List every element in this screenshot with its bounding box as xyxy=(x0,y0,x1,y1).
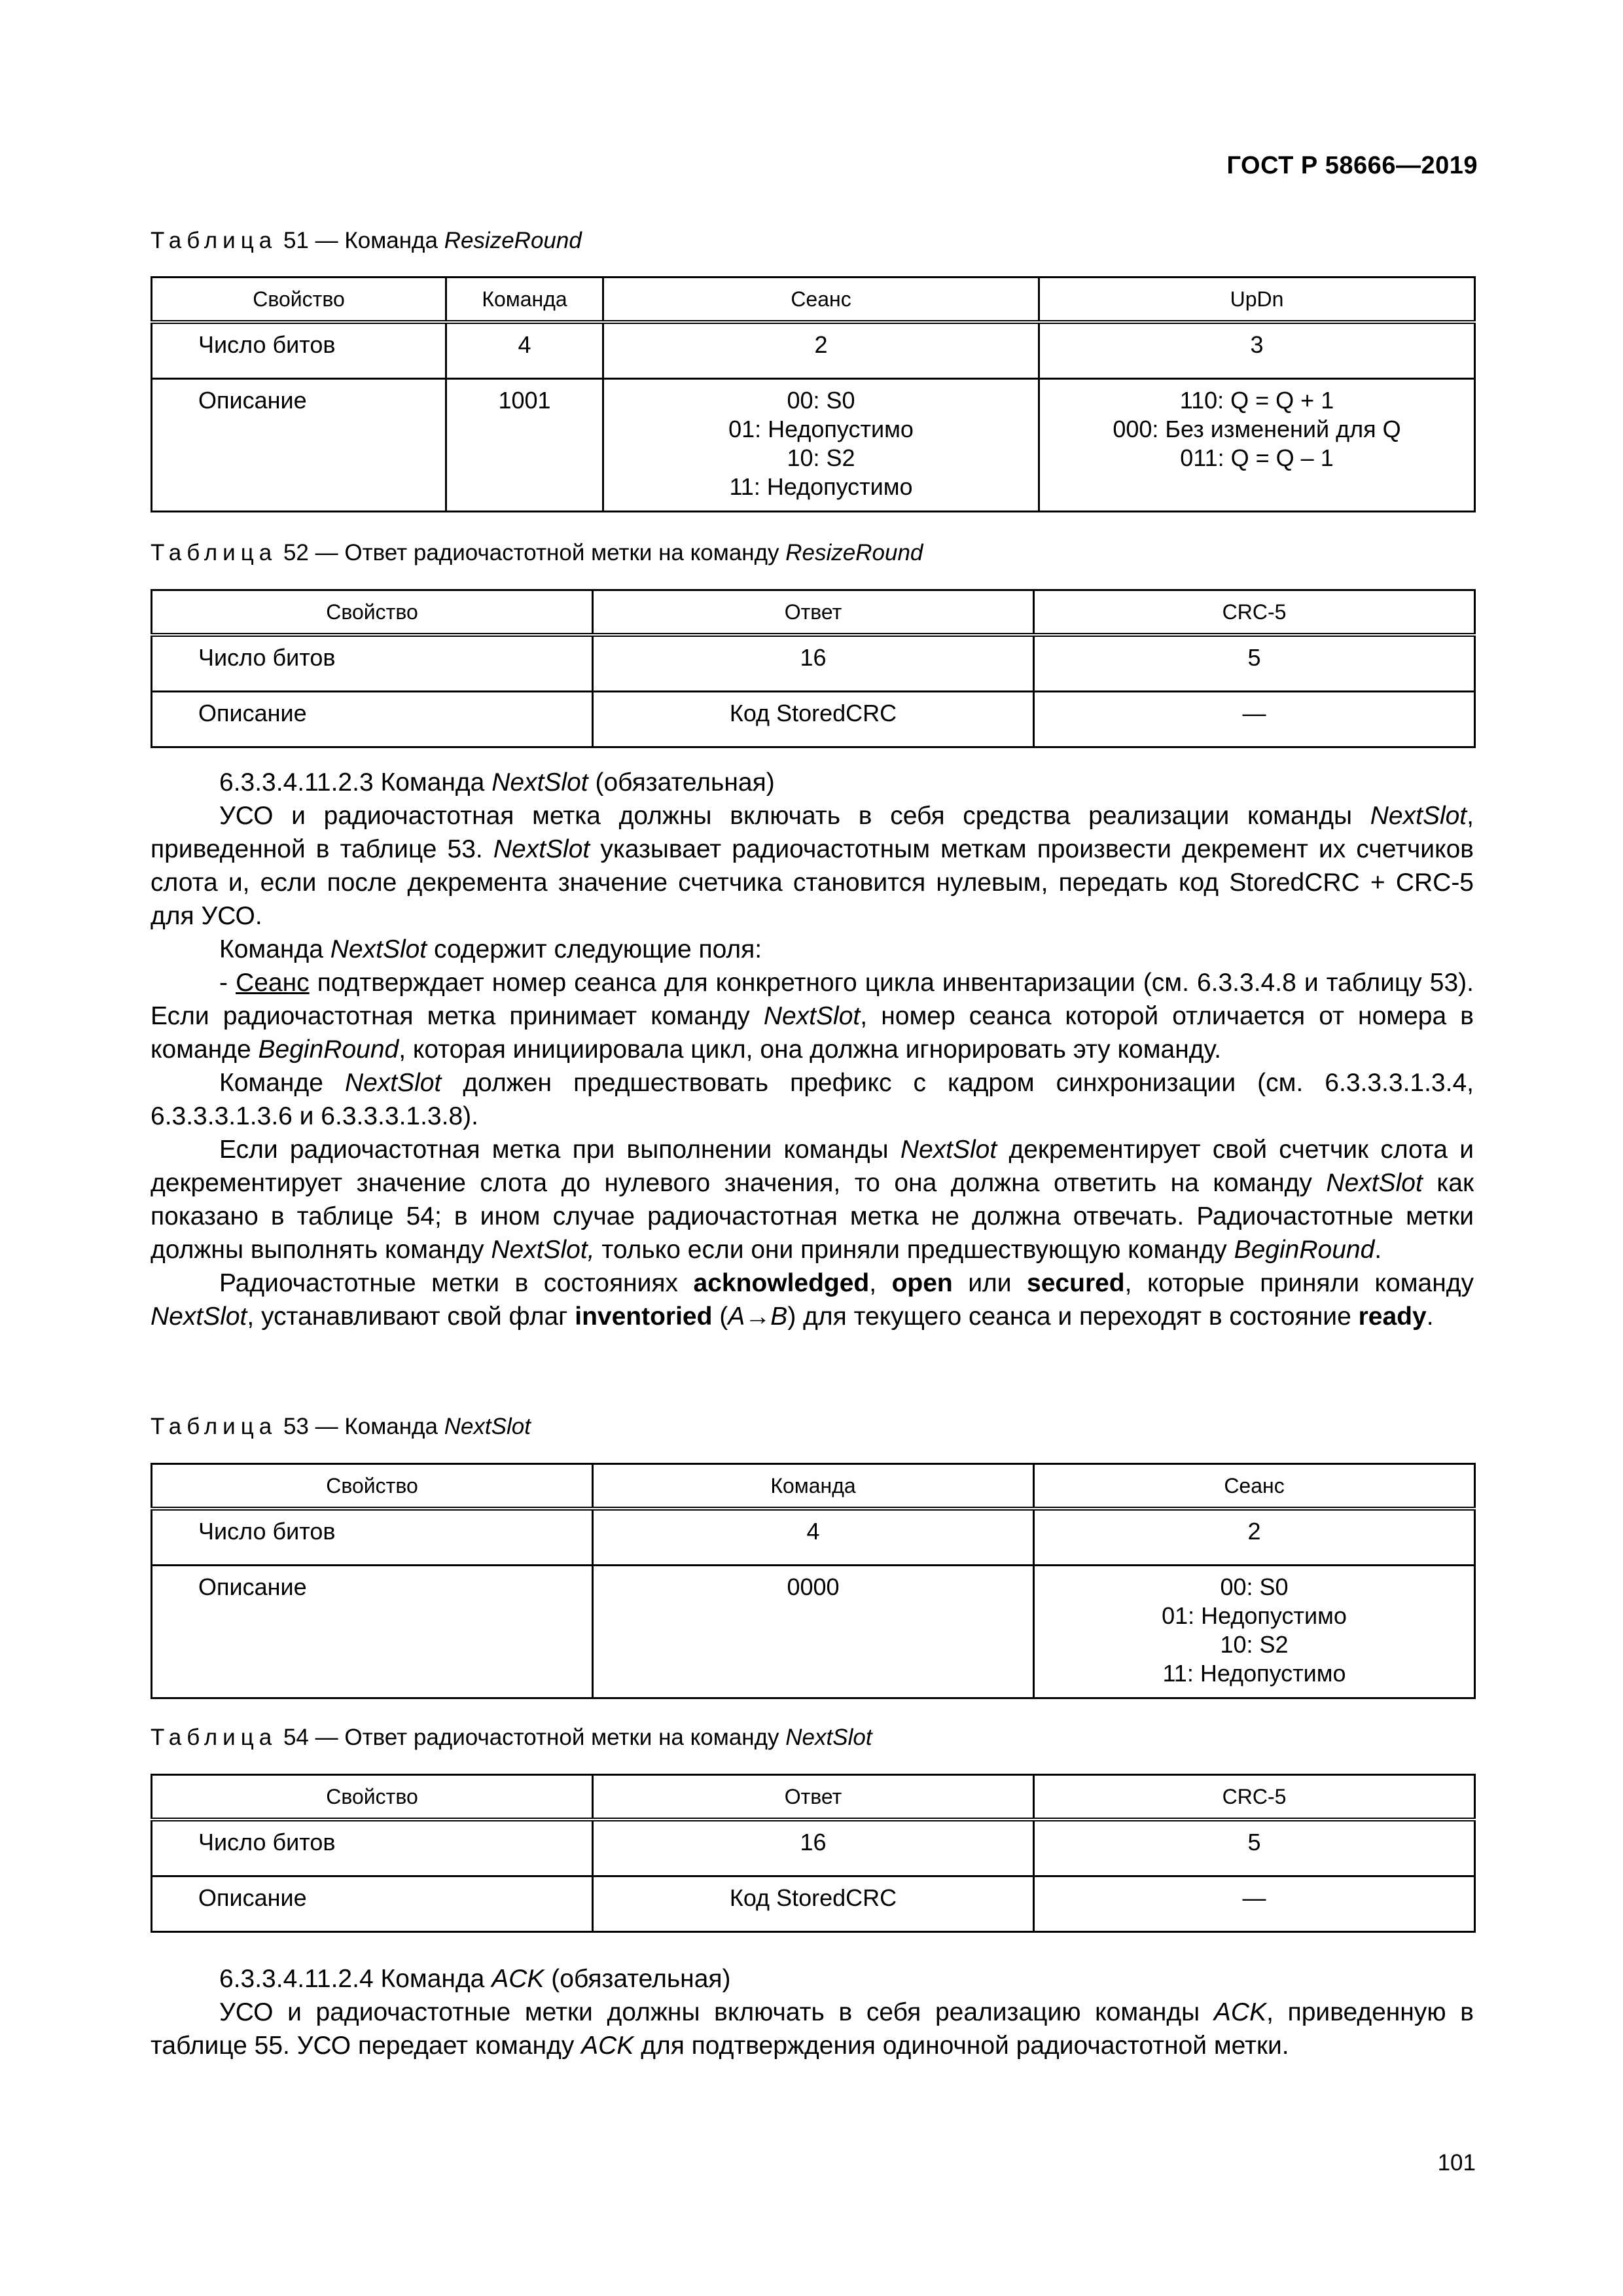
section-nextslot xyxy=(151,766,1474,1333)
table-header-cell: Сеанс xyxy=(1034,1464,1475,1509)
table-row xyxy=(152,692,1475,747)
table-header-cell: Свойство xyxy=(152,278,446,323)
text: должен предшествовать префикс с кадром синхронизации (см. 6.3.3.3.1.3.4, 6.3.3.3.1.3.6 и 6.3.3.3.1.3.8). xyxy=(151,1069,1474,1130)
text-bold: secured xyxy=(1027,1269,1125,1297)
heading-italic: NextSlot xyxy=(491,768,588,797)
cell-line: 000: Без изменений для Q xyxy=(1113,416,1401,442)
table-cell xyxy=(1039,379,1475,512)
section-ack xyxy=(151,1962,1474,2062)
caption-label: Таблица xyxy=(151,1725,277,1750)
text: - xyxy=(219,969,228,997)
text-italic: NextSlot xyxy=(763,1002,861,1030)
text: для подтверждения одиночной радиочастотной метки. xyxy=(641,2032,1289,2060)
text-italic: A→B xyxy=(728,1302,788,1331)
table-cell: Число битов xyxy=(152,1509,593,1566)
cell-line: 11: Недопустимо xyxy=(1162,1660,1346,1687)
table-cell: 2 xyxy=(1034,1509,1475,1566)
table-header-row xyxy=(152,278,1475,323)
table-cell: Описание xyxy=(152,692,593,747)
text: , которые приняли команду xyxy=(1124,1269,1474,1297)
paragraph xyxy=(151,933,1474,966)
table-header-cell: Команда xyxy=(446,278,603,323)
cell-line: 11: Недопустимо xyxy=(729,473,913,500)
table-cell: 2 xyxy=(603,322,1039,379)
caption-title: 53 — Команда xyxy=(283,1414,438,1439)
text: УСО и радиочастотные метки должны включать в себя реализацию команды xyxy=(219,1998,1200,2026)
text-italic: BeginRound xyxy=(1234,1236,1375,1264)
table-cell: Число битов xyxy=(152,1820,593,1876)
cell-line: 110: Q = Q + 1 xyxy=(1179,387,1334,414)
table-cell: 5 xyxy=(1034,635,1475,692)
table-cell: Число битов xyxy=(152,322,446,379)
text: , номер сеанса которой отличается от номера в команде xyxy=(151,1002,1474,1064)
text: Команде xyxy=(219,1069,323,1097)
text-italic: BeginRound xyxy=(258,1035,399,1064)
table-cell xyxy=(603,379,1039,512)
text: , приведенной в таблице 53. xyxy=(151,802,1474,863)
paragraph xyxy=(151,966,1474,1066)
caption-title: 52 — Ответ радиочастотной метки на команду xyxy=(283,540,779,565)
text: ) для текущего сеанса и переходят в состояние xyxy=(787,1302,1351,1331)
text: декрементирует свой счетчик слота и декрементирует значение слота до нулевого значения, то она должна ответить на команду xyxy=(151,1136,1474,1197)
section-heading xyxy=(151,1962,1474,1996)
text: подтверждает номер сеанса для конкретного цикла инвентаризации (см. 6.3.3.4.8 и таблицу 53). Если радиочастотная метка принимает команду xyxy=(151,969,1474,1030)
table-header-row xyxy=(152,1464,1475,1509)
table-row xyxy=(152,1566,1475,1698)
table-cell: Код StoredCRC xyxy=(593,692,1034,747)
text: , xyxy=(869,1269,877,1297)
text: Радиочастотные метки в состояниях xyxy=(219,1269,679,1297)
table-row xyxy=(152,322,1475,379)
paragraph xyxy=(151,1996,1474,2062)
document-header: ГОСТ Р 58666—2019 xyxy=(1226,152,1478,179)
table-row xyxy=(152,1509,1475,1566)
text: . xyxy=(1374,1236,1382,1264)
text-underlined: Сеанс xyxy=(236,969,310,997)
table-cell: Описание xyxy=(152,1566,593,1698)
heading-number: 6.3.3.4.11.2.4 Команда xyxy=(219,1965,485,1993)
table-51 xyxy=(151,276,1476,512)
table-header-cell: Свойство xyxy=(152,1775,593,1820)
text-italic: NextSlot xyxy=(1370,802,1467,830)
text: указывает радиочастотным меткам произвести декремент их счетчиков слота и, если после декремента значение счетчика становится нулевым, передать код StoredCRC + CRC-5 для УСО. xyxy=(151,835,1474,930)
text: , устанавливают свой флаг xyxy=(247,1302,568,1331)
table-51-caption xyxy=(151,228,582,254)
table-cell: 3 xyxy=(1039,322,1475,379)
text-italic: NextSlot xyxy=(900,1136,997,1164)
text-italic: ACK xyxy=(1213,1998,1267,2026)
table-header-cell: CRC-5 xyxy=(1034,1775,1475,1820)
caption-label: Таблица xyxy=(151,540,277,565)
table-header-cell: Ответ xyxy=(593,1775,1034,1820)
table-header-cell: UpDn xyxy=(1039,278,1475,323)
table-header-row xyxy=(152,590,1475,636)
caption-title-italic: ResizeRound xyxy=(444,228,582,253)
table-cell: — xyxy=(1034,692,1475,747)
text-italic: NextSlot xyxy=(493,835,590,863)
text: как показано в таблице 54; в ином случае радиочастотная метка не должна отвечать. Радиочастотные метки должны выполнять команду xyxy=(151,1169,1474,1264)
section-heading xyxy=(151,766,1474,799)
table-row xyxy=(152,379,1475,512)
text: УСО и радиочастотная метка должны включать в себя средства реализации команды xyxy=(219,802,1352,830)
text: , приведенную в таблице 55. УСО передает команду xyxy=(151,1998,1474,2060)
cell-line: 10: S2 xyxy=(787,444,855,471)
table-54-caption xyxy=(151,1725,872,1751)
caption-label: Таблица xyxy=(151,1414,277,1439)
caption-title-italic: NextSlot xyxy=(444,1414,531,1439)
table-52 xyxy=(151,589,1476,748)
table-row xyxy=(152,1820,1475,1876)
cell-line: 01: Недопустимо xyxy=(728,416,914,442)
table-cell: 1001 xyxy=(446,379,603,512)
heading-italic: ACK xyxy=(491,1965,544,1993)
text: . xyxy=(1426,1302,1434,1331)
table-cell: 0000 xyxy=(593,1566,1034,1698)
table-header-cell: Команда xyxy=(593,1464,1034,1509)
paragraph xyxy=(151,1133,1474,1266)
cell-line: 01: Недопустимо xyxy=(1162,1602,1347,1629)
table-header-cell: Свойство xyxy=(152,590,593,636)
text: содержит следующие поля: xyxy=(434,935,762,963)
table-header-cell: Свойство xyxy=(152,1464,593,1509)
text-bold: ready xyxy=(1358,1302,1427,1331)
table-cell: Описание xyxy=(152,379,446,512)
caption-title: 54 — Ответ радиочастотной метки на команду xyxy=(283,1725,779,1750)
text: , которая инициировала цикл, она должна игнорировать эту команду. xyxy=(399,1035,1221,1064)
text-italic: NextSlot xyxy=(1326,1169,1423,1197)
caption-title: 51 — Команда xyxy=(283,228,438,253)
heading-number: 6.3.3.4.11.2.3 Команда xyxy=(219,768,485,797)
caption-title-italic: NextSlot xyxy=(785,1725,872,1750)
table-53-caption xyxy=(151,1414,531,1440)
text-bold: acknowledged xyxy=(693,1269,870,1297)
table-cell: Описание xyxy=(152,1876,593,1932)
paragraph xyxy=(151,1266,1474,1333)
text-italic: NextSlot xyxy=(330,935,427,963)
table-52-caption xyxy=(151,540,923,566)
text-italic: NextSlot xyxy=(151,1302,247,1331)
paragraph xyxy=(151,799,1474,933)
table-header-cell: Сеанс xyxy=(603,278,1039,323)
table-54 xyxy=(151,1774,1476,1933)
table-cell: — xyxy=(1034,1876,1475,1932)
cell-line: 00: S0 xyxy=(1220,1573,1289,1600)
table-cell: Код StoredCRC xyxy=(593,1876,1034,1932)
table-cell xyxy=(1034,1566,1475,1698)
text-italic: NextSlot xyxy=(344,1069,442,1097)
table-cell: 5 xyxy=(1034,1820,1475,1876)
caption-label: Таблица xyxy=(151,228,277,253)
paragraph xyxy=(151,1066,1474,1133)
text-italic: NextSlot, xyxy=(491,1236,595,1264)
page-number: 101 xyxy=(1437,2150,1476,2176)
text: Команда xyxy=(219,935,323,963)
table-header-row xyxy=(152,1775,1475,1820)
text-bold: inventoried xyxy=(575,1302,713,1331)
table-header-cell: Ответ xyxy=(593,590,1034,636)
text: ( xyxy=(719,1302,728,1331)
cell-line: 011: Q = Q – 1 xyxy=(1180,444,1334,471)
table-cell: 4 xyxy=(593,1509,1034,1566)
cell-line: 10: S2 xyxy=(1220,1631,1289,1658)
table-row xyxy=(152,1876,1475,1932)
table-53 xyxy=(151,1463,1476,1699)
cell-line: 00: S0 xyxy=(787,387,855,414)
table-cell: 16 xyxy=(593,1820,1034,1876)
heading-suffix: (обязательная) xyxy=(551,1965,731,1993)
table-cell: 16 xyxy=(593,635,1034,692)
table-row xyxy=(152,635,1475,692)
text: Если радиочастотная метка при выполнении команды xyxy=(219,1136,889,1164)
table-cell: Число битов xyxy=(152,635,593,692)
text: или xyxy=(968,1269,1012,1297)
text: только если они приняли предшествующую команду xyxy=(601,1236,1227,1264)
table-header-cell: CRC-5 xyxy=(1034,590,1475,636)
table-cell: 4 xyxy=(446,322,603,379)
caption-title-italic: ResizeRound xyxy=(785,540,923,565)
text-italic: ACK xyxy=(581,2032,634,2060)
heading-suffix: (обязательная) xyxy=(595,768,775,797)
text-bold: open xyxy=(891,1269,953,1297)
